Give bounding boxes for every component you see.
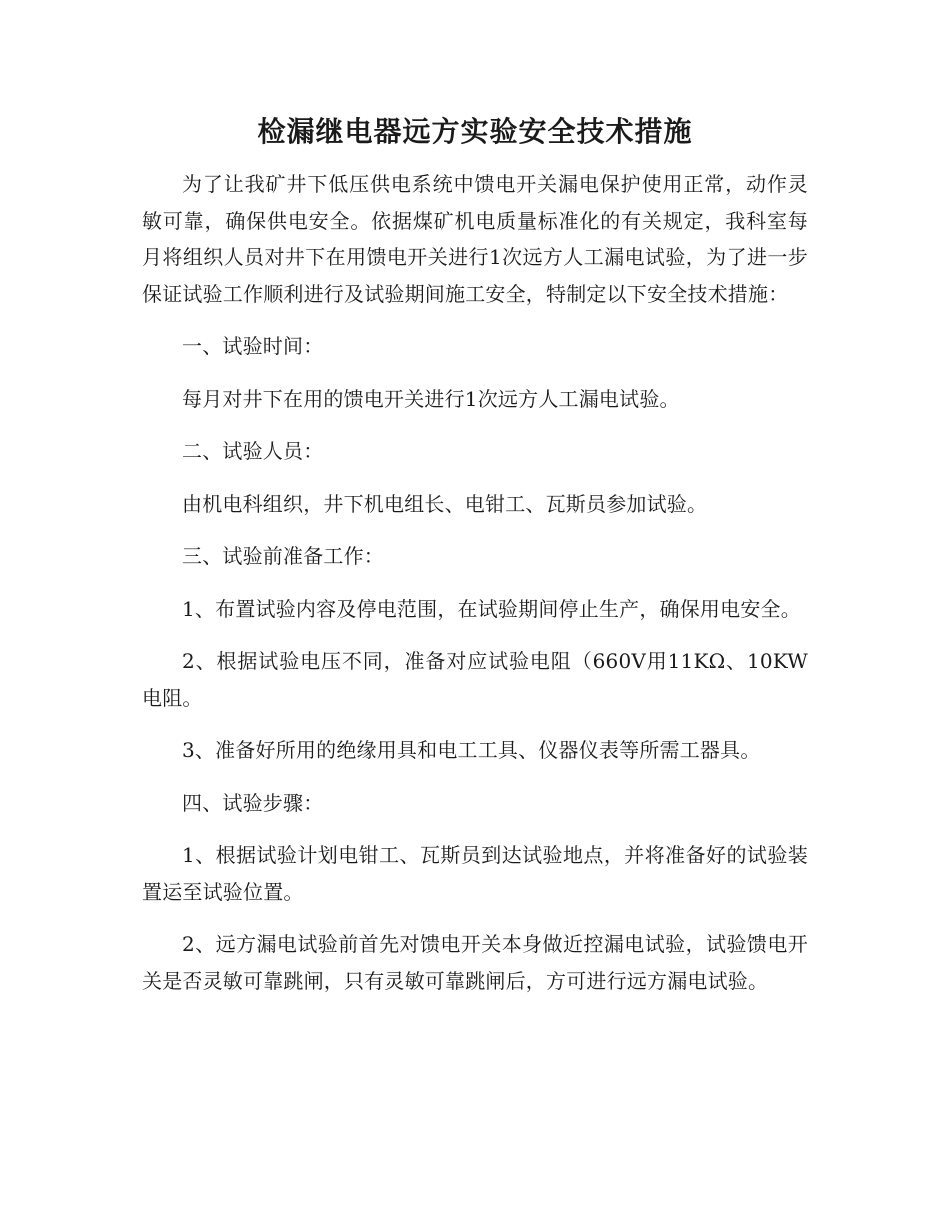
section-heading-test-personnel: 二、试验人员：: [182, 439, 324, 463]
list-item-preparation-3: 3、准备好所用的绝缘用具和电工工具、仪器仪表等所需工器具。: [182, 738, 761, 762]
list-item-preparation-1: 1、布置试验内容及停电范围，在试验期间停止生产，确保用电安全。: [182, 596, 801, 621]
section-heading-preparation: 三、试验前准备工作：: [182, 544, 384, 568]
paragraph-test-time: 每月对井下在用的馈电开关进行1次远方人工漏电试验。: [182, 386, 680, 411]
list-item-step-1: 1、根据试验计划电钳工、瓦斯员到达试验地点，并将准备好的试验装置运至试验位置。: [142, 843, 808, 904]
intro-paragraph: 为了让我矿井下低压供电系统中馈电开关漏电保护使用正常，动作灵敏可靠，确保供电安全。依据煤矿机电质量标准化的有关规定，我科室每月将组织人员对井下在用馈电开关进行1次远方人工漏电试验，为了进一步保证试验工作顺利进行及试验期间施工安全，特制定以下安全技术措施：: [142, 172, 808, 306]
section-heading-test-time: 一、试验时间：: [182, 334, 324, 358]
section-heading-test-steps: 四、试验步骤：: [182, 790, 324, 815]
list-item-preparation-2: 2、根据试验电压不同，准备对应试验电阻（660V用11KΩ、10KW电阻。: [142, 649, 808, 710]
list-item-step-2: 2、远方漏电试验前首先对馈电开关本身做近控漏电试验，试验馈电开关是否灵敏可靠跳闸，只有灵敏可靠跳闸后，方可进行远方漏电试验。: [142, 932, 808, 993]
document-body: [142, 166, 808, 999]
paragraph-test-personnel: 由机电科组织，井下机电组长、电钳工、瓦斯员参加试验。: [182, 491, 708, 516]
document-title: 检漏继电器远方实验安全技术措施: [257, 115, 693, 148]
